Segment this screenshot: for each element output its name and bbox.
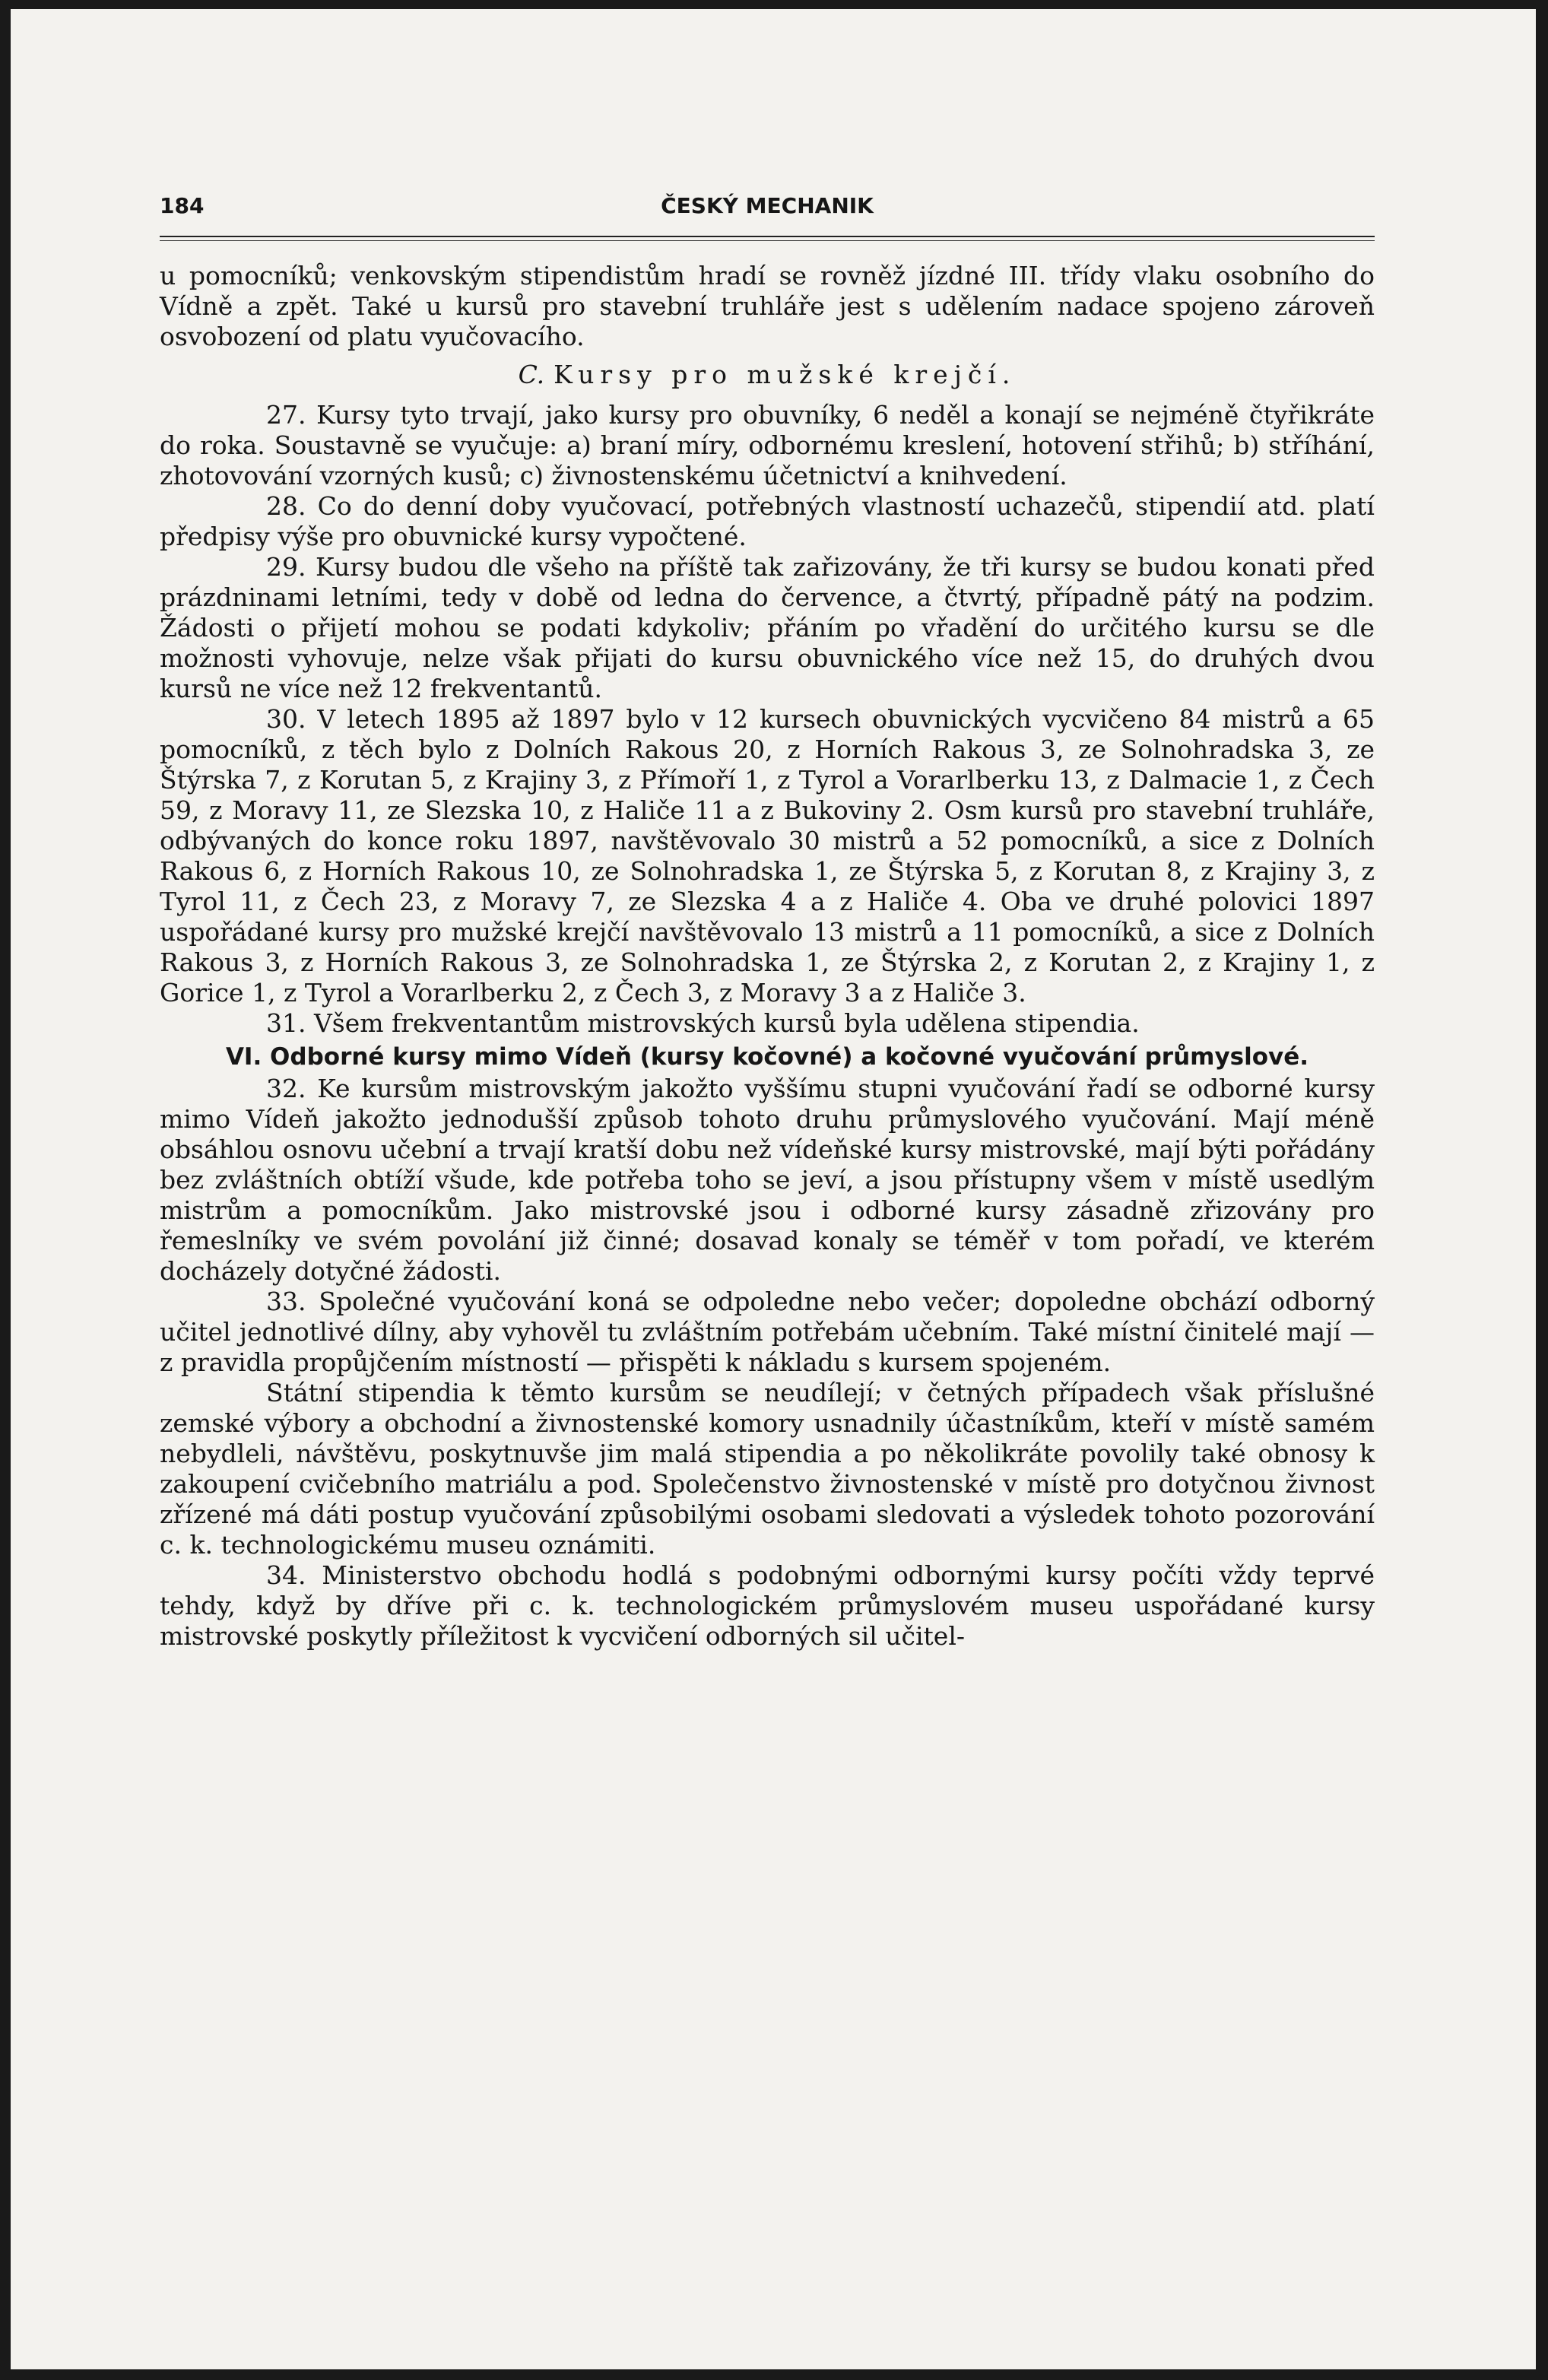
subheading-letter: C.: [518, 360, 545, 389]
subheading-text: Kursy pro mužské krejčí.: [554, 360, 1017, 389]
paragraph-32: 32. Ke kursům mistrovským jakožto vyššímu stupni vyučování řadí se odborné kursy mimo Vídeň jakožto jednodušší způsob tohoto druhu průmyslového vyučování. Mají méně obsáhlou osnovu učební a trvají kratší dobu než vídeňské kursy mistrovské, mají býti pořádány bez zvláštních obtíží všude, kde potřeba toho se jeví, a jsou přístupny všem v místě usedlým mistrům a pomocníkům. Jako mistrovské jsou i odborné kursy zásadně zřizovány pro řemeslníky ve svém povolání již činné; dosavad konaly se téměř v tom pořadí, ve kterém docházely dotyčné žádosti.: [160, 1074, 1375, 1286]
running-head: [160, 184, 1375, 228]
paragraph-34: 34. Ministerstvo obchodu hodlá s podobnými odbornými kursy počíti vždy teprvé tehdy, když by dříve při c. k. technologickém průmyslovém museu uspořádané kursy mistrovské poskytly příležitost k vycvičení odborných sil učitel-: [160, 1560, 1375, 1651]
page-content: [160, 184, 1375, 1652]
paragraph-31: 31. Všem frekventantům mistrovských kursů byla udělena stipendia.: [266, 1008, 1140, 1038]
paragraph-33: 33. Společné vyučování koná se odpoledne nebo večer; dopoledne obchází odborný učitel jednotlivé dílny, aby vyhověl tu zvláštním potřebám učebním. Také místní činitelé mají — z pravidla propůjčením místností — přispěti k nákladu s kursem spojeném.: [160, 1287, 1375, 1377]
page-number: 184: [160, 193, 205, 218]
paragraph-28: 28. Co do denní doby vyučovací, potřebných vlastností uchazečů, stipendií atd. platí předpisy výše pro obuvnické kursy vypočtené.: [160, 491, 1375, 551]
running-title: ČESKÝ MECHANIK: [661, 193, 874, 218]
paragraph-27: 27. Kursy tyto trvají, jako kursy pro obuvníky, 6 neděl a konají se nejméně čtyřikráte do roka. Soustavně se vyučuje: a) braní míry, odbornému kreslení, hotovení střihů; b) stříhání, zhotovování vzorných kusů; c) živnostenskému účetnictví a knihvedení.: [160, 400, 1375, 490]
paragraph-29: 29. Kursy budou dle všeho na příště tak zařizovány, že tři kursy se budou konati před prázdninami letními, tedy v době od ledna do července, a čtvrtý, případně pátý na podzim. Žádosti o přijetí mohou se podati kdykoliv; přáním po vřadění do určitého kursu se dle možnosti vyhovuje, nelze však přijati do kursu obuvnického více než 15, do druhých dvou kursů ne více než 12 frekventantů.: [160, 552, 1375, 703]
section-heading-vi: VI. Odborné kursy mimo Vídeň (kursy kočovné) a kočovné vyučování průmyslové.: [225, 1043, 1309, 1071]
header-rule: [160, 236, 1375, 237]
subheading-c: [160, 360, 1375, 389]
paragraph-intro: u pomocníků; venkovským stipendistům hradí se rovněž jízdné III. třídy vlaku osobního do Vídně a zpět. Také u kursů pro stavební truhláře jest s udělením nadace spojeno zároveň osvobození od platu vyučovacího.: [160, 261, 1375, 351]
header-rule-thin: [160, 240, 1375, 241]
book-page: [11, 9, 1536, 2369]
paragraph-30: 30. V letech 1895 až 1897 bylo v 12 kursech obuvnických vycvičeno 84 mistrů a 65 pomocníků, z těch bylo z Dolních Rakous 20, z Horních Rakous 3, ze Solnohradska 3, ze Štýrska 7, z Korutan 5, z Krajiny 3, z Přímoří 1, z Tyrol a Vorarlberku 13, z Dalmacie 1, z Čech 59, z Moravy 11, ze Slezska 10, z Haliče 11 a z Bukoviny 2. Osm kursů pro stavební truhláře, odbývaných do konce roku 1897, navštěvovalo 30 mistrů a 52 pomocníků, a sice z Dolních Rakous 6, z Horních Rakous 10, ze Solnohradska 1, ze Štýrska 5, z Korutan 8, z Krajiny 3, z Tyrol 11, z Čech 23, z Moravy 7, ze Slezska 4 a z Haliče 4. Oba ve druhé polovici 1897 uspořádané kursy pro mužské krejčí navštěvovalo 13 mistrů a 11 pomocníků, a sice z Dolních Rakous 3, z Horních Rakous 3, ze Solnohradska 1, ze Štýrska 2, z Korutan 2, z Krajiny 1, z Gorice 1, z Tyrol a Vorarlberku 2, z Čech 3, z Moravy 3 a z Haliče 3.: [160, 704, 1375, 1008]
paragraph-33b: Státní stipendia k těmto kursům se neudílejí; v četných případech však příslušné zemské výbory a obchodní a živnostenské komory usnadnily účastníkům, kteří v místě samém nebydleli, návštěvu, poskytnuvše jim malá stipendia a po několikráte povolily také obnosy k zakoupení cvičebního matriálu a pod. Společenstvo živnostenské v místě pro dotyčnou živnost zřízené má dáti postup vyučování způsobilými osobami sledovati a výsledek tohoto pozorování c. k. technologickému museu oznámiti.: [160, 1378, 1375, 1560]
